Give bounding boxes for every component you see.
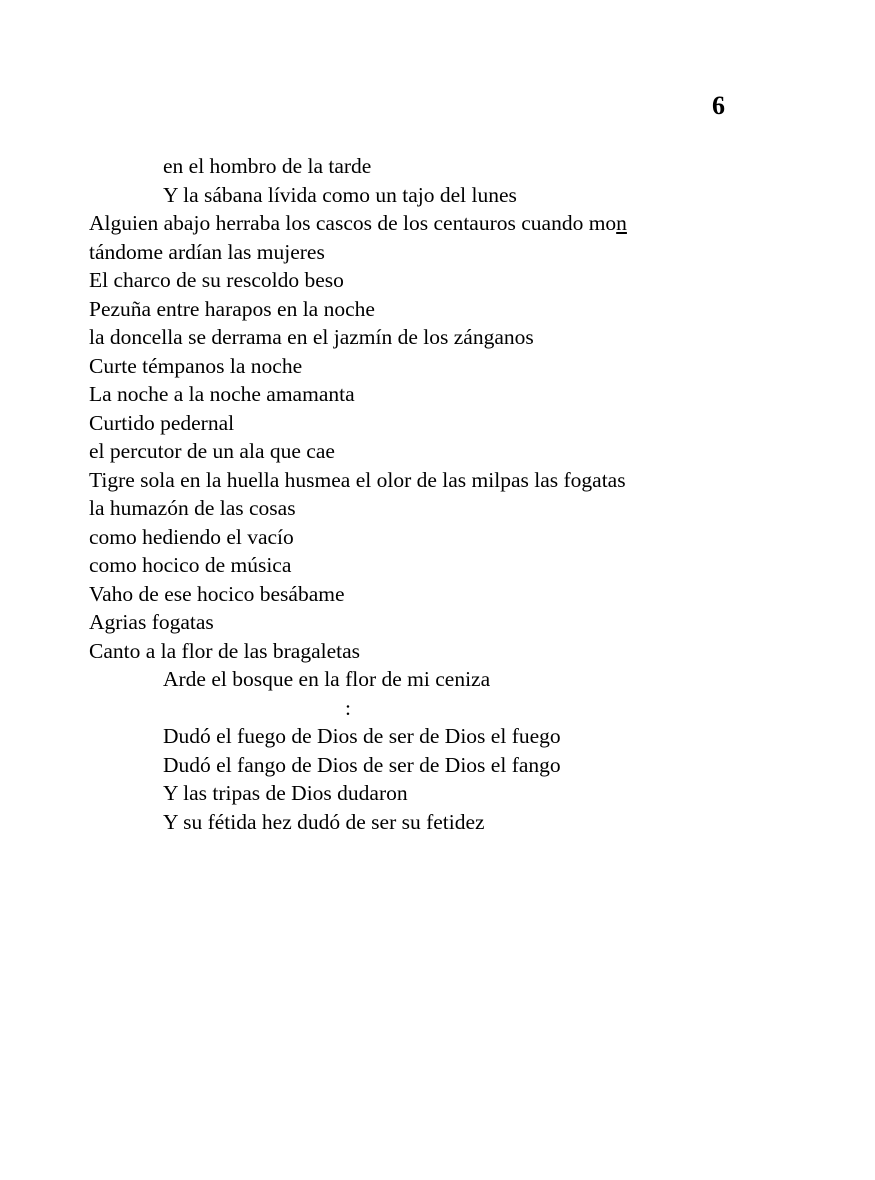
poem-line: Curte témpanos la noche <box>89 353 303 378</box>
poem-line <box>89 209 769 238</box>
poem-line: Y las tripas de Dios dudaron <box>163 781 408 805</box>
poem-line: tándome ardían las mujeres <box>89 239 325 264</box>
poem-line: Canto a la flor de las bragaletas <box>89 638 361 663</box>
underlined-letter: n <box>616 211 627 235</box>
stanza-separator: : <box>345 695 351 720</box>
poem-line: La noche a la noche amamanta <box>89 382 355 406</box>
poem-line-text: Alguien abajo herraba los cascos de los centauros cuando mo <box>89 211 617 235</box>
page-number: 6 <box>712 91 725 120</box>
poem-line: la humazón de las cosas <box>89 496 296 520</box>
poem-line: el percutor de un ala que cae <box>89 439 335 463</box>
poem-line: como hediendo el vacío <box>89 524 294 549</box>
poem-line: la doncella se derrama en el jazmín de los zánganos <box>89 325 534 349</box>
poem-body <box>89 152 769 836</box>
poem-line: Y su fétida hez dudó de ser su fetidez <box>163 809 485 834</box>
poem-line: como hocico de música <box>89 553 292 577</box>
poem-line: Agrias fogatas <box>89 610 214 634</box>
poem-line: Arde el bosque en la flor de mi ceniza <box>163 667 491 691</box>
poem-line: en el hombro de la tarde <box>163 154 372 178</box>
poem-line: Y la sábana lívida como un tajo del lunes <box>163 182 517 207</box>
poem-line: Tigre sola en la huella husmea el olor de las milpas las fogatas <box>89 467 626 492</box>
poem-line: Curtido pedernal <box>89 410 235 435</box>
poem-line: Dudó el fuego de Dios de ser de Dios el fuego <box>163 724 561 748</box>
poem-line: Pezuña entre harapos en la noche <box>89 296 375 321</box>
poem-line: Dudó el fango de Dios de ser de Dios el fango <box>163 752 561 777</box>
poem-line: Vaho de ese hocico besábame <box>89 581 345 606</box>
poem-line: El charco de su rescoldo beso <box>89 268 344 292</box>
